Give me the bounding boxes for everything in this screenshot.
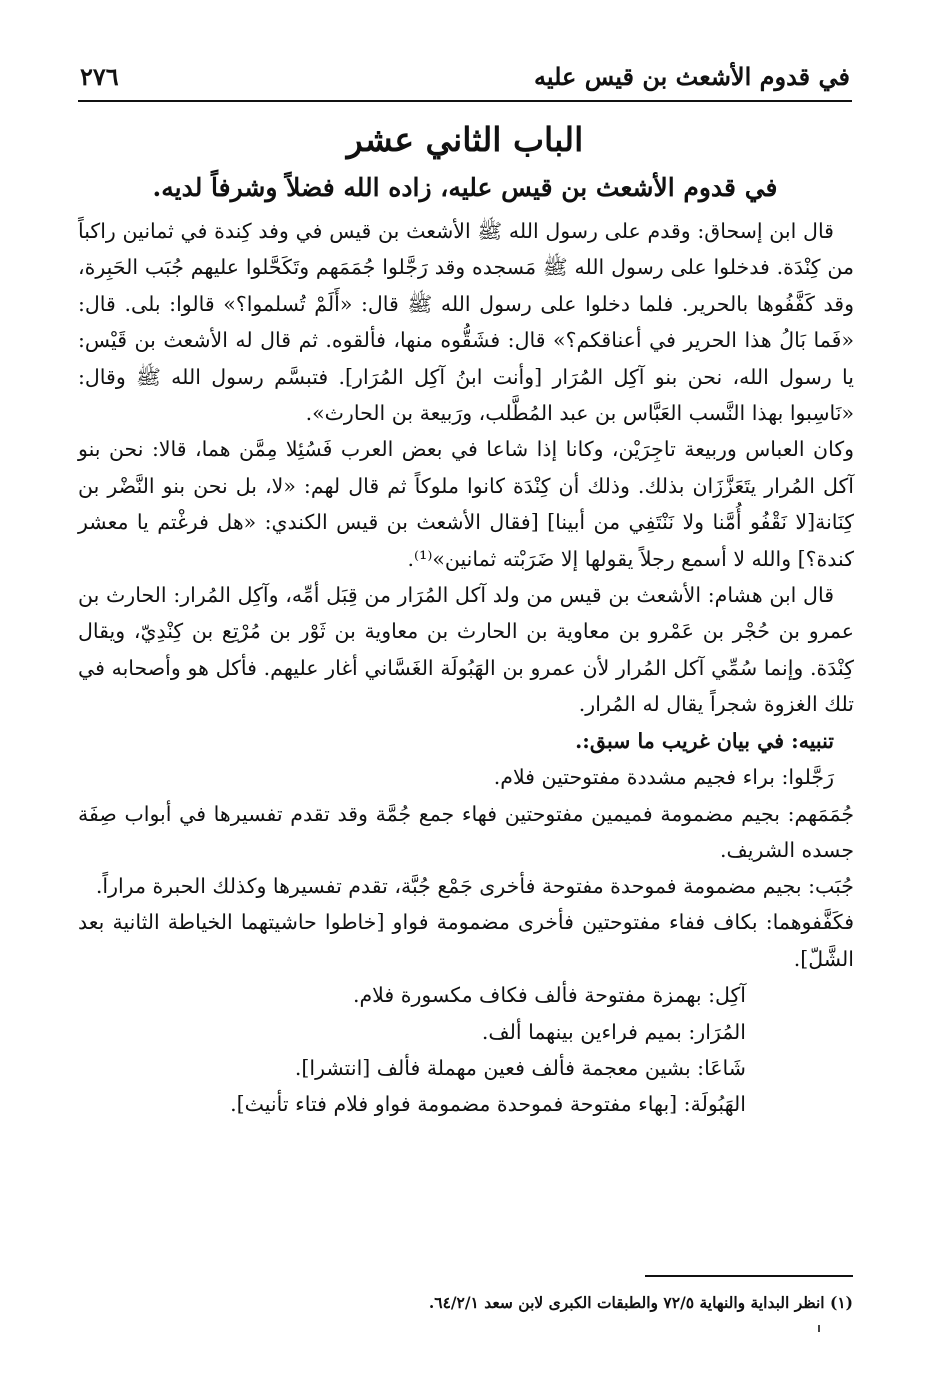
paragraph: قال ابن إسحاق: وقدم على رسول الله ﷺ الأشعث بن قيس في وفد كِندة في ثمانين راكباً من كِنْدَة. فدخلوا على رسول الله ﷺ مَسجده وقد رَجَّلوا جُمَمَهم وتَكَحَّلوا عليهم جُبَب الحَبِرة، وقد كَفَّفُوها بالحرير. فلما دخلوا على رسول الله ﷺ قال: «أَلَمْ تُسلموا؟» قالوا: بلى. قال: «فَما بَالُ هذا الحرير في أعناقكم؟» قال: فشَقُّوه منها، فألقوه. ثم قال له الأشعث بن قَيْس: يا رسول الله، نحن بنو آكِل المُرَار [وأنت ابنُ آكِل المُرَار]. فتبسَّم رسول الله ﷺ وقال: «نَاسِبوا بهذا النَّسب العَبَّاس بن عبد المُطَّلب، ورَبيعة بن الحارث». xyxy=(78,219,854,426)
gloss-entry: الهَبُولَة: [بهاء مفتوحة فموحدة مضمومة فواو فلام فتاء تأنيث]. xyxy=(230,1092,746,1117)
gloss-entry: آكِل: بهمزة مفتوحة فألف فكاف مكسورة فلام. xyxy=(352,983,746,1008)
footnote-divider xyxy=(645,1275,853,1277)
running-header xyxy=(80,58,850,98)
header-divider xyxy=(78,100,852,102)
gloss-entry: رَجَّلوا: براء فجيم مشددة مفتوحتين فلام. xyxy=(493,765,834,790)
page-number: ٢٧٦ xyxy=(80,62,119,91)
main-text xyxy=(78,213,854,1123)
gloss-entry: شَاعَا: بشين معجمة فألف فعين مهملة فألف [انتشرا]. xyxy=(294,1055,746,1080)
footnote: (١) انظر البداية والنهاية ٧٢/٥ والطبقات الكبرى لابن سعد ٦٤/٢/١. xyxy=(428,1293,853,1312)
paragraph: وكان العباس وربيعة تاجِرَيْن، وكانا إذا شاعا في بعض العرب فَسُئِلا مِمَّن هما، قالا: نحن بنو آكل المُرار يتَعَزَّزَان بذلك. وذلك أن كِنْدَة كانوا ملوكاً ثم قال لهم: «لا، بل نحن بنو النَّضْر بن كِنَانة[لا نَقْفُو أُمَّنا ولا نَنْتَفِي من أبينا] [فقال الأشعث بن قيس الكندي: «هل فرغْتم يا معشر كندة؟] والله لا أسمع رجلاً يقولها إلا ضَرَبْته ثمانين»⁽¹⁾. xyxy=(78,437,854,571)
running-header-title: في قدوم الأشعث بن قيس عليه xyxy=(533,62,850,91)
notes-heading: تنبيه: في بيان غريب ما سبق:. xyxy=(575,728,834,753)
gloss-entry: المُرَار: بميم فراءين بينهما ألف. xyxy=(481,1019,746,1044)
gloss-entry: فكَفَّفوهما: بكاف ففاء مفتوحتين فأخرى مضمومة فواو [خاطوا حاشيتهما الخياطة الثانية بعد الشَّلّ]. xyxy=(78,910,854,971)
print-speck xyxy=(818,1325,820,1332)
paragraph: قال ابن هشام: الأشعث بن قيس من ولد آكل المُرَار من قِبَل أمِّه، وآكِل المُرار: الحارث بن عمرو بن حُجْر بن عَمْرو بن معاوية بن الحارث بن معاوية بن ثَوْر بن مُرْتِع بن كِنْدِيّ، ويقال كِنْدَة. وإنما سُمِّي آكل المُرار لأن عمرو بن الهَبُولَة الغَسَّاني أغار عليهم. فأكل هو وأصحابه في تلك الغزوة شجراً يقال له المُرار. xyxy=(78,583,854,717)
gloss-entry: جُمَمَهم: بجيم مضمومة فميمين مفتوحتين فهاء جمع جُمَّة وقد تقدم تفسيرها في أبواب صِفَة جسده الشريف. xyxy=(78,801,854,862)
chapter-subtitle: في قدوم الأشعث بن قيس عليه، زاده الله فضلاً وشرفاً لديه. xyxy=(152,173,778,202)
chapter-title: الباب الثاني عشر xyxy=(346,120,584,159)
gloss-entry: جُبَب: بجيم مضمومة فموحدة مفتوحة فأخرى جَمْع جُبَّة، تقدم تفسيرها وكذلك الحبرة مراراً. xyxy=(95,874,854,899)
